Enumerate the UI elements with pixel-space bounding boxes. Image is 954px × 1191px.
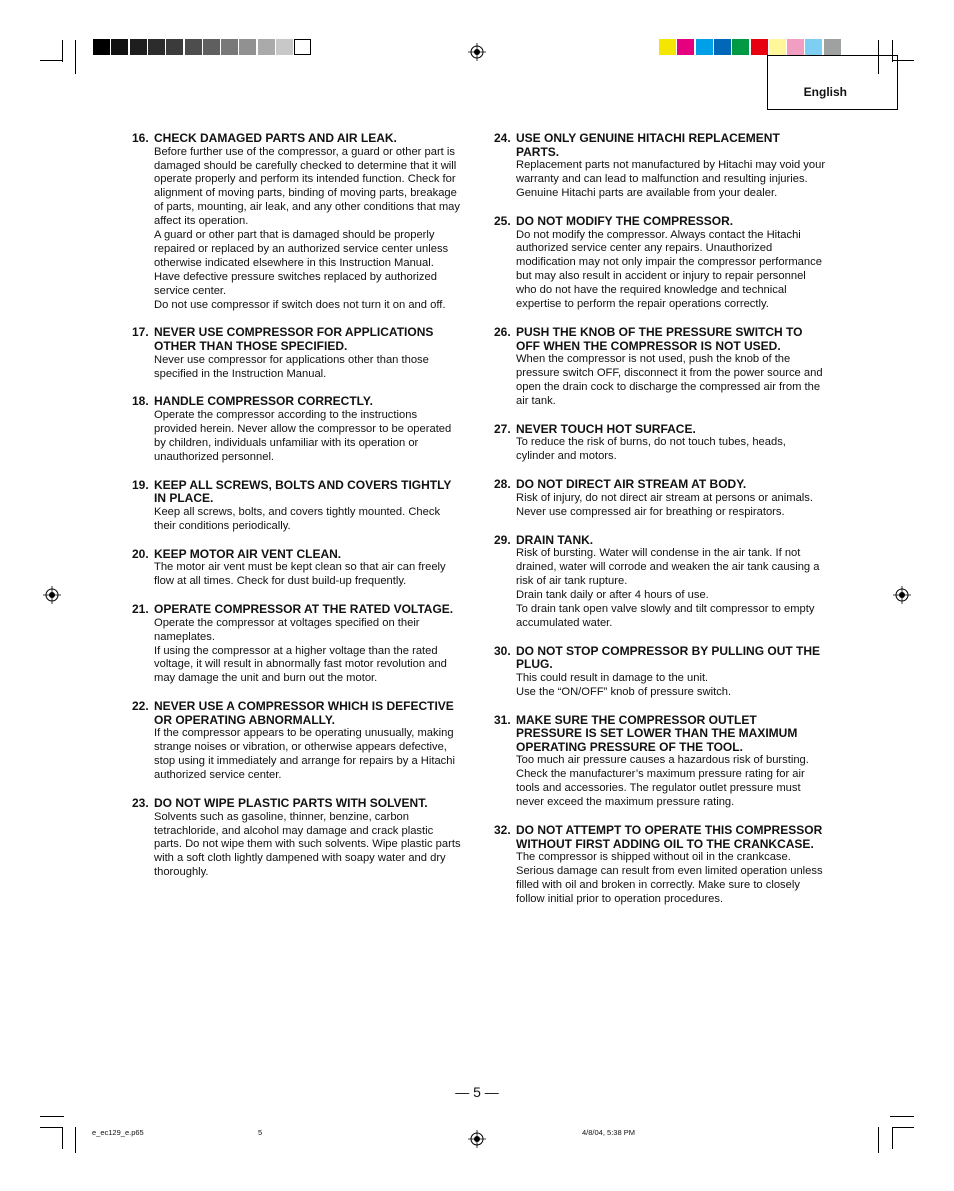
item-number: 30. [494, 643, 511, 658]
color-swatch [203, 39, 220, 55]
item-title: USE ONLY GENUINE HITACHI REPLACEMENT PARTS. [516, 131, 780, 159]
safety-item [494, 534, 826, 631]
language-tab [767, 55, 898, 110]
safety-item-heading [132, 700, 462, 727]
safety-item-heading [132, 395, 462, 409]
item-body [132, 506, 462, 534]
item-body [132, 811, 462, 881]
item-title: DRAIN TANK. [516, 532, 594, 547]
item-body [494, 754, 826, 810]
item-number: 26. [494, 324, 511, 339]
safety-item-heading [494, 423, 826, 437]
item-paragraph: Use the “ON/OFF” knob of pressure switch. [516, 685, 732, 698]
item-paragraph: Risk of bursting. Water will condense in the air tank. If not drained, water will corrode and weaken the air tank causing a risk of air tank rupture. [516, 547, 820, 587]
item-paragraph: Have defective pressure switches replaced by authorized service center. [154, 270, 437, 297]
safety-item [494, 326, 826, 409]
item-body [494, 159, 826, 201]
item-title: NEVER TOUCH HOT SURFACE. [516, 421, 696, 436]
item-paragraph: Before further use of the compressor, a guard or other part is damaged should be carefully checked to determine that it will operate properly and perform its intended function. Check for alignment of moving parts, binding of moving parts, breakage of parts, mounting, air leak, and any other conditions that may affect its operation. [154, 145, 460, 228]
color-swatch [148, 39, 165, 55]
safety-item [132, 603, 462, 686]
color-swatch [751, 39, 768, 55]
color-swatch [221, 39, 238, 55]
item-title: PUSH THE KNOB OF THE PRESSURE SWITCH TO OFF WHEN THE COMPRESSOR IS NOT USED. [516, 324, 803, 353]
color-swatch [239, 39, 256, 55]
color-swatch [111, 39, 128, 55]
safety-item [132, 395, 462, 464]
item-body [132, 409, 462, 465]
item-number: 18. [132, 394, 149, 409]
item-paragraph: Do not use compressor if switch does not turn it on and off. [154, 298, 446, 311]
item-paragraph: Do not modify the compressor. Always contact the Hitachi authorized service center any repairs. Unauthorized modification may not only impair the compressor performance but may also result in accident or injury to repair personnel who do not have the required knowledge and technical expertise to perform the repair operations correctly. [516, 228, 822, 311]
color-swatch [732, 39, 749, 55]
item-number: 29. [494, 532, 511, 547]
item-number: 28. [494, 477, 511, 492]
item-body [494, 851, 826, 907]
item-paragraph: To drain tank open valve slowly and tilt compressor to empty accumulated water. [516, 602, 815, 629]
item-paragraph: Never use compressor for applications other than those specified in the Instruction Manual. [154, 353, 429, 380]
color-swatch [659, 39, 676, 55]
safety-item-heading [494, 824, 826, 851]
color-swatch [696, 39, 713, 55]
item-paragraph: Too much air pressure causes a hazardous risk of bursting. Check the manufacturer’s maximum pressure rating for air tools and accessories. The regulator outlet pressure must never exceed the maximum pressure rating. [516, 754, 809, 809]
item-body [132, 617, 462, 687]
safety-item-heading [494, 478, 826, 492]
color-swatch [185, 39, 202, 55]
item-number: 24. [494, 131, 511, 145]
safety-item [494, 714, 826, 810]
safety-item [132, 548, 462, 589]
safety-item-heading [132, 326, 462, 353]
safety-item [494, 478, 826, 519]
item-paragraph: Serious damage can result from even limited operation unless filled with oil and broken in correctly. Make sure to closely follow initial prior to operation procedures. [516, 865, 823, 905]
footer-timestamp: 4/8/04, 5:38 PM [582, 1128, 635, 1137]
item-title: MAKE SURE THE COMPRESSOR OUTLET PRESSURE IS SET LOWER THAN THE MAXIMUM OPERATING PRESSURE OF THE TOOL. [516, 712, 798, 754]
color-swatch [276, 39, 293, 55]
item-paragraph: Drain tank daily or after 4 hours of use. [516, 588, 709, 601]
item-paragraph: Risk of injury, do not direct air stream at persons or animals. [516, 491, 813, 504]
item-number: 31. [494, 712, 511, 727]
item-title: DO NOT WIPE PLASTIC PARTS WITH SOLVENT. [154, 796, 428, 811]
item-body [132, 727, 462, 783]
item-body [494, 547, 826, 630]
item-paragraph: This could result in damage to the unit. [516, 671, 709, 684]
color-swatch [787, 39, 804, 55]
safety-item [132, 797, 462, 880]
item-paragraph: Keep all screws, bolts, and covers tightly mounted. Check their conditions periodically. [154, 505, 441, 532]
item-paragraph: The compressor is shipped without oil in the crankcase. [516, 851, 791, 864]
safety-item [494, 645, 826, 700]
item-paragraph: A guard or other part that is damaged should be properly repaired or replaced by an authorized service center unless otherwise indicated elsewhere in this Instruction Manual. [154, 229, 449, 269]
item-paragraph: The motor air vent must be kept clean so that air can freely flow at all times. Check for dust build-up frequently. [154, 561, 446, 588]
safety-item-heading [132, 132, 462, 146]
registration-mark-icon [43, 586, 61, 604]
language-label: English [803, 85, 847, 99]
safety-item [494, 215, 826, 312]
item-title: NEVER USE A COMPRESSOR WHICH IS DEFECTIVE OR OPERATING ABNORMALLY. [154, 699, 454, 727]
registration-mark-icon [468, 1130, 486, 1148]
item-body [132, 146, 462, 313]
item-title: DO NOT ATTEMPT TO OPERATE THIS COMPRESSOR WITHOUT FIRST ADDING OIL TO THE CRANKCASE. [516, 823, 823, 851]
item-number: 19. [132, 477, 149, 492]
item-paragraph: When the compressor is not used, push the knob of the pressure switch OFF, disconnect it from the power source and open the drain cock to discharge the compressed air from the air tank. [516, 353, 823, 407]
color-swatch [769, 39, 786, 55]
safety-item [132, 479, 462, 534]
item-number: 20. [132, 546, 149, 561]
safety-item [494, 423, 826, 464]
item-title: OPERATE COMPRESSOR AT THE RATED VOLTAGE. [154, 602, 454, 617]
item-title: CHECK DAMAGED PARTS AND AIR LEAK. [154, 131, 397, 145]
item-body [132, 561, 462, 589]
footer-filename: e_ec129_e.p65 [92, 1128, 144, 1137]
item-body [494, 492, 826, 520]
item-paragraph: Operate the compressor according to the instructions provided herein. Never allow the compressor to be operated by children, individuals unfamiliar with its operation or unauthorized personnel. [154, 409, 452, 463]
safety-item-heading [494, 534, 826, 548]
item-number: 23. [132, 796, 149, 811]
item-number: 21. [132, 602, 149, 617]
safety-item-heading [132, 603, 462, 617]
safety-item [132, 700, 462, 783]
item-paragraph: If using the compressor at a higher voltage than the rated voltage, it will result in abnormally fast motor revolution and may damage the unit and burn out the motor. [154, 644, 447, 685]
item-number: 17. [132, 325, 149, 340]
color-swatch [258, 39, 275, 55]
item-number: 25. [494, 213, 511, 228]
safety-item-heading [132, 548, 462, 562]
item-title: KEEP MOTOR AIR VENT CLEAN. [154, 546, 342, 561]
safety-item-heading [494, 645, 826, 672]
safety-item [132, 326, 462, 381]
item-paragraph: Operate the compressor at voltages specified on their nameplates. [154, 616, 420, 643]
color-swatch [93, 39, 110, 55]
safety-item-heading [494, 215, 826, 229]
item-title: DO NOT STOP COMPRESSOR BY PULLING OUT THE PLUG. [516, 643, 821, 672]
item-number: 16. [132, 131, 149, 145]
safety-item-heading [494, 132, 826, 159]
item-paragraph: Solvents such as gasoline, thinner, benzine, carbon tetrachloride, and alcohol may damage and crack plastic parts. Do not wipe them with such solvents. Wipe plastic parts with a soft cloth lightly dampened with soapy water and dry thoroughly. [154, 810, 461, 879]
item-number: 22. [132, 699, 149, 714]
color-swatch [714, 39, 731, 55]
item-title: DO NOT MODIFY THE COMPRESSOR. [516, 213, 734, 228]
safety-item [132, 132, 462, 312]
item-title: NEVER USE COMPRESSOR FOR APPLICATIONS OTHER THAN THOSE SPECIFIED. [154, 325, 434, 354]
item-paragraph: Replacement parts not manufactured by Hitachi may void your warranty and can lead to malfunction and resulting injuries. Genuine Hitachi parts are available from your dealer. [516, 159, 826, 199]
color-swatch [824, 39, 841, 55]
color-swatch [677, 39, 694, 55]
item-paragraph: If the compressor appears to be operating unusually, making strange noises or vibration, or otherwise appears defective, stop using it immediately and arrange for repairs by a Hitachi authorized service center. [154, 727, 455, 782]
item-paragraph: Never use compressed air for breathing or respirators. [516, 505, 785, 518]
item-title: KEEP ALL SCREWS, BOLTS AND COVERS TIGHTLY IN PLACE. [154, 477, 452, 506]
item-title: DO NOT DIRECT AIR STREAM AT BODY. [516, 477, 747, 492]
safety-item [494, 132, 826, 201]
page-number: — 5 — [455, 1084, 499, 1100]
color-swatch [294, 39, 311, 55]
safety-item-heading [132, 479, 462, 506]
registration-mark-icon [893, 586, 911, 604]
item-body [494, 353, 826, 409]
item-paragraph: To reduce the risk of burns, do not touch tubes, heads, cylinder and motors. [516, 436, 786, 463]
right-column [494, 132, 826, 921]
item-body [494, 436, 826, 464]
footer-page: 5 [258, 1128, 263, 1137]
item-number: 32. [494, 823, 511, 837]
item-body [132, 354, 462, 382]
item-body [494, 229, 826, 312]
registration-mark-icon [468, 43, 486, 61]
safety-item-heading [494, 326, 826, 353]
item-number: 27. [494, 421, 511, 436]
color-swatch [130, 39, 147, 55]
color-swatch [166, 39, 183, 55]
left-column [132, 132, 462, 894]
item-title: HANDLE COMPRESSOR CORRECTLY. [154, 394, 373, 409]
item-body [494, 672, 826, 700]
color-swatch [805, 39, 822, 55]
safety-item [494, 824, 826, 907]
safety-item-heading [132, 797, 462, 811]
safety-item-heading [494, 714, 826, 755]
